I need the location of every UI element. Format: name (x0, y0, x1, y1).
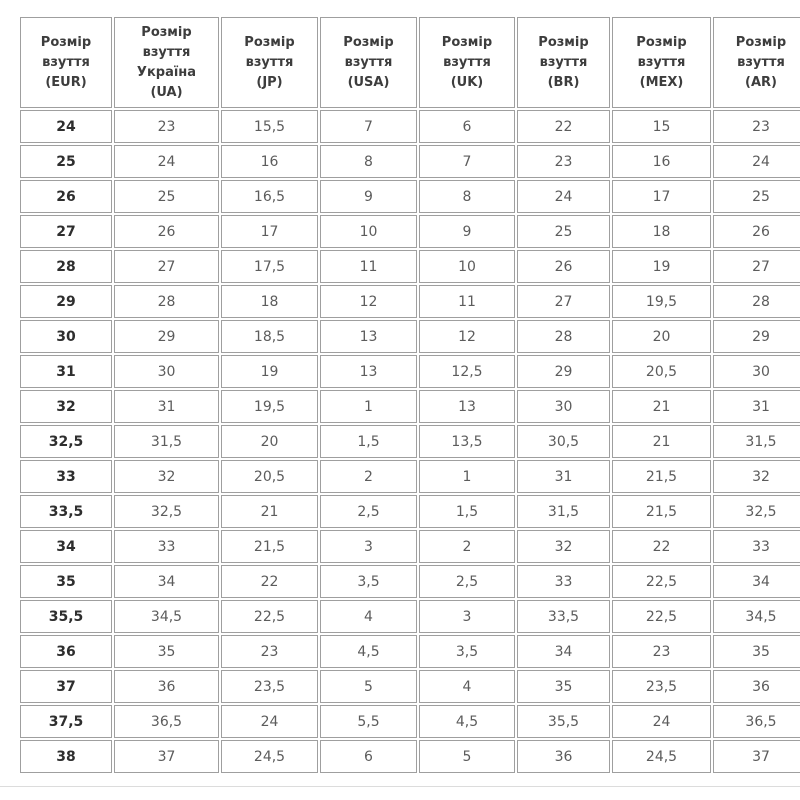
cell-br: 25 (517, 215, 610, 248)
column-header-line: взуття (539, 54, 588, 70)
column-header-eur (20, 17, 112, 108)
cell-mex: 24,5 (612, 740, 711, 773)
cell-uk: 9 (419, 215, 515, 248)
column-header-line: Розмір (141, 24, 192, 40)
column-header-line: Розмір (735, 34, 787, 50)
cell-jp: 23,5 (221, 670, 318, 703)
cell-br: 29 (517, 355, 610, 388)
cell-ar: 33 (713, 530, 800, 563)
cell-ar: 31,5 (713, 425, 800, 458)
cell-eur: 38 (20, 740, 112, 773)
cell-eur: 37,5 (20, 705, 112, 738)
column-header-mex (612, 17, 711, 108)
cell-usa: 4 (320, 600, 417, 633)
cell-usa: 12 (320, 285, 417, 318)
cell-jp: 17,5 (221, 250, 318, 283)
cell-mex: 23 (612, 635, 711, 668)
cell-jp: 16,5 (221, 180, 318, 213)
column-header-line: Розмір (244, 34, 295, 50)
cell-jp: 22,5 (221, 600, 318, 633)
cell-mex: 21,5 (612, 460, 711, 493)
cell-mex: 21,5 (612, 495, 711, 528)
cell-uk: 8 (419, 180, 515, 213)
cell-uk: 7 (419, 145, 515, 178)
cell-jp: 18 (221, 285, 318, 318)
column-header-jp (221, 17, 318, 108)
cell-eur: 34 (20, 530, 112, 563)
cell-mex: 23,5 (612, 670, 711, 703)
cell-jp: 24 (221, 705, 318, 738)
cell-jp: 21 (221, 495, 318, 528)
cell-jp: 21,5 (221, 530, 318, 563)
column-header-ua (114, 17, 219, 108)
cell-uk: 13,5 (419, 425, 515, 458)
cell-ar: 25 (713, 180, 800, 213)
cell-jp: 20,5 (221, 460, 318, 493)
column-header-line: (USA) (347, 74, 390, 90)
cell-eur: 32 (20, 390, 112, 423)
cell-ua: 31 (114, 390, 219, 423)
cell-ar: 36,5 (713, 705, 800, 738)
cell-ua: 26 (114, 215, 219, 248)
cell-jp: 15,5 (221, 110, 318, 143)
cell-mex: 22,5 (612, 600, 711, 633)
cell-jp: 19,5 (221, 390, 318, 423)
cell-usa: 13 (320, 355, 417, 388)
cell-uk: 1 (419, 460, 515, 493)
column-header-ar (713, 17, 800, 108)
table-row (20, 390, 800, 423)
cell-mex: 24 (612, 705, 711, 738)
column-header-line: (JP) (256, 74, 283, 90)
table-row (20, 425, 800, 458)
table-row (20, 600, 800, 633)
table-body (20, 110, 800, 773)
cell-ar: 26 (713, 215, 800, 248)
cell-usa: 9 (320, 180, 417, 213)
page-divider (0, 786, 800, 787)
cell-br: 31 (517, 460, 610, 493)
cell-jp: 23 (221, 635, 318, 668)
cell-eur: 35 (20, 565, 112, 598)
cell-br: 36 (517, 740, 610, 773)
cell-br: 33,5 (517, 600, 610, 633)
table-row (20, 565, 800, 598)
table-row (20, 740, 800, 773)
table-row (20, 530, 800, 563)
cell-ar: 35 (713, 635, 800, 668)
column-header-line: (UA) (150, 84, 183, 100)
cell-br: 30,5 (517, 425, 610, 458)
cell-ar: 34 (713, 565, 800, 598)
cell-ua: 25 (114, 180, 219, 213)
cell-mex: 21 (612, 425, 711, 458)
cell-ar: 37 (713, 740, 800, 773)
cell-usa: 6 (320, 740, 417, 773)
cell-mex: 18 (612, 215, 711, 248)
cell-ar: 30 (713, 355, 800, 388)
cell-br: 31,5 (517, 495, 610, 528)
cell-eur: 27 (20, 215, 112, 248)
cell-mex: 22,5 (612, 565, 711, 598)
cell-uk: 11 (419, 285, 515, 318)
cell-ua: 32 (114, 460, 219, 493)
table-row (20, 355, 800, 388)
header-row (20, 17, 800, 108)
cell-uk: 6 (419, 110, 515, 143)
cell-uk: 4 (419, 670, 515, 703)
cell-uk: 3,5 (419, 635, 515, 668)
cell-uk: 12,5 (419, 355, 515, 388)
cell-mex: 16 (612, 145, 711, 178)
column-header-line: (MEX) (639, 74, 684, 90)
cell-eur: 31 (20, 355, 112, 388)
cell-uk: 2,5 (419, 565, 515, 598)
cell-ua: 34 (114, 565, 219, 598)
cell-ua: 29 (114, 320, 219, 353)
table-row (20, 145, 800, 178)
cell-ar: 29 (713, 320, 800, 353)
table-row (20, 495, 800, 528)
cell-ua: 28 (114, 285, 219, 318)
cell-ar: 23 (713, 110, 800, 143)
cell-jp: 17 (221, 215, 318, 248)
cell-ua: 35 (114, 635, 219, 668)
cell-eur: 24 (20, 110, 112, 143)
cell-eur: 25 (20, 145, 112, 178)
cell-mex: 17 (612, 180, 711, 213)
cell-ar: 34,5 (713, 600, 800, 633)
table-row (20, 215, 800, 248)
column-header-line: (UK) (450, 74, 484, 90)
column-header-line: взуття (443, 54, 491, 70)
column-header-line: взуття (42, 54, 90, 70)
cell-usa: 11 (320, 250, 417, 283)
column-header-line: Україна (136, 64, 197, 80)
cell-jp: 22 (221, 565, 318, 598)
cell-jp: 16 (221, 145, 318, 178)
cell-eur: 35,5 (20, 600, 112, 633)
cell-uk: 3 (419, 600, 515, 633)
cell-mex: 20 (612, 320, 711, 353)
cell-mex: 21 (612, 390, 711, 423)
cell-ar: 32 (713, 460, 800, 493)
table-row (20, 285, 800, 318)
cell-mex: 19 (612, 250, 711, 283)
cell-ua: 32,5 (114, 495, 219, 528)
column-header-line: взуття (344, 54, 393, 70)
cell-usa: 5,5 (320, 705, 417, 738)
cell-jp: 18,5 (221, 320, 318, 353)
table-row (20, 110, 800, 143)
cell-eur: 30 (20, 320, 112, 353)
cell-usa: 7 (320, 110, 417, 143)
cell-usa: 10 (320, 215, 417, 248)
cell-ua: 23 (114, 110, 219, 143)
cell-ar: 27 (713, 250, 800, 283)
cell-ua: 36 (114, 670, 219, 703)
column-header-line: Розмір (343, 34, 394, 50)
cell-jp: 24,5 (221, 740, 318, 773)
cell-usa: 13 (320, 320, 417, 353)
cell-usa: 3,5 (320, 565, 417, 598)
cell-ua: 24 (114, 145, 219, 178)
cell-uk: 4,5 (419, 705, 515, 738)
column-header-line: (AR) (745, 74, 777, 90)
cell-br: 34 (517, 635, 610, 668)
cell-ua: 34,5 (114, 600, 219, 633)
cell-eur: 28 (20, 250, 112, 283)
cell-mex: 20,5 (612, 355, 711, 388)
column-header-line: Розмір (40, 34, 92, 50)
cell-br: 35,5 (517, 705, 610, 738)
table-row (20, 635, 800, 668)
cell-ua: 31,5 (114, 425, 219, 458)
cell-ua: 37 (114, 740, 219, 773)
cell-uk: 10 (419, 250, 515, 283)
cell-eur: 36 (20, 635, 112, 668)
cell-ar: 31 (713, 390, 800, 423)
column-header-line: Розмір (441, 34, 493, 50)
cell-usa: 4,5 (320, 635, 417, 668)
cell-ua: 27 (114, 250, 219, 283)
cell-mex: 15 (612, 110, 711, 143)
column-header-line: взуття (737, 54, 785, 70)
table-row (20, 180, 800, 213)
cell-uk: 5 (419, 740, 515, 773)
cell-br: 22 (517, 110, 610, 143)
table-row (20, 250, 800, 283)
cell-usa: 3 (320, 530, 417, 563)
cell-br: 23 (517, 145, 610, 178)
cell-ar: 24 (713, 145, 800, 178)
column-header-line: Розмір (636, 34, 687, 50)
cell-jp: 20 (221, 425, 318, 458)
column-header-line: взуття (142, 44, 191, 60)
column-header-uk (419, 17, 515, 108)
column-header-usa (320, 17, 417, 108)
cell-eur: 29 (20, 285, 112, 318)
cell-uk: 12 (419, 320, 515, 353)
cell-usa: 1,5 (320, 425, 417, 458)
cell-usa: 2 (320, 460, 417, 493)
cell-uk: 1,5 (419, 495, 515, 528)
table-row (20, 670, 800, 703)
cell-br: 28 (517, 320, 610, 353)
cell-eur: 37 (20, 670, 112, 703)
column-header-line: Розмір (538, 34, 589, 50)
cell-br: 24 (517, 180, 610, 213)
cell-eur: 32,5 (20, 425, 112, 458)
cell-uk: 13 (419, 390, 515, 423)
cell-usa: 5 (320, 670, 417, 703)
cell-mex: 19,5 (612, 285, 711, 318)
cell-uk: 2 (419, 530, 515, 563)
table-row (20, 460, 800, 493)
cell-eur: 26 (20, 180, 112, 213)
table-row (20, 320, 800, 353)
cell-ua: 33 (114, 530, 219, 563)
cell-ar: 36 (713, 670, 800, 703)
cell-br: 26 (517, 250, 610, 283)
cell-usa: 2,5 (320, 495, 417, 528)
cell-usa: 8 (320, 145, 417, 178)
cell-eur: 33 (20, 460, 112, 493)
cell-ar: 28 (713, 285, 800, 318)
cell-br: 35 (517, 670, 610, 703)
shoe-size-conversion-table (18, 15, 800, 775)
cell-usa: 1 (320, 390, 417, 423)
table-row (20, 705, 800, 738)
column-header-line: (EUR) (45, 74, 87, 90)
cell-br: 30 (517, 390, 610, 423)
cell-ar: 32,5 (713, 495, 800, 528)
column-header-br (517, 17, 610, 108)
cell-ua: 30 (114, 355, 219, 388)
column-header-line: взуття (637, 54, 686, 70)
cell-br: 32 (517, 530, 610, 563)
cell-br: 27 (517, 285, 610, 318)
cell-jp: 19 (221, 355, 318, 388)
column-header-line: (BR) (547, 74, 580, 90)
cell-ua: 36,5 (114, 705, 219, 738)
cell-br: 33 (517, 565, 610, 598)
cell-eur: 33,5 (20, 495, 112, 528)
cell-mex: 22 (612, 530, 711, 563)
column-header-line: взуття (245, 54, 294, 70)
